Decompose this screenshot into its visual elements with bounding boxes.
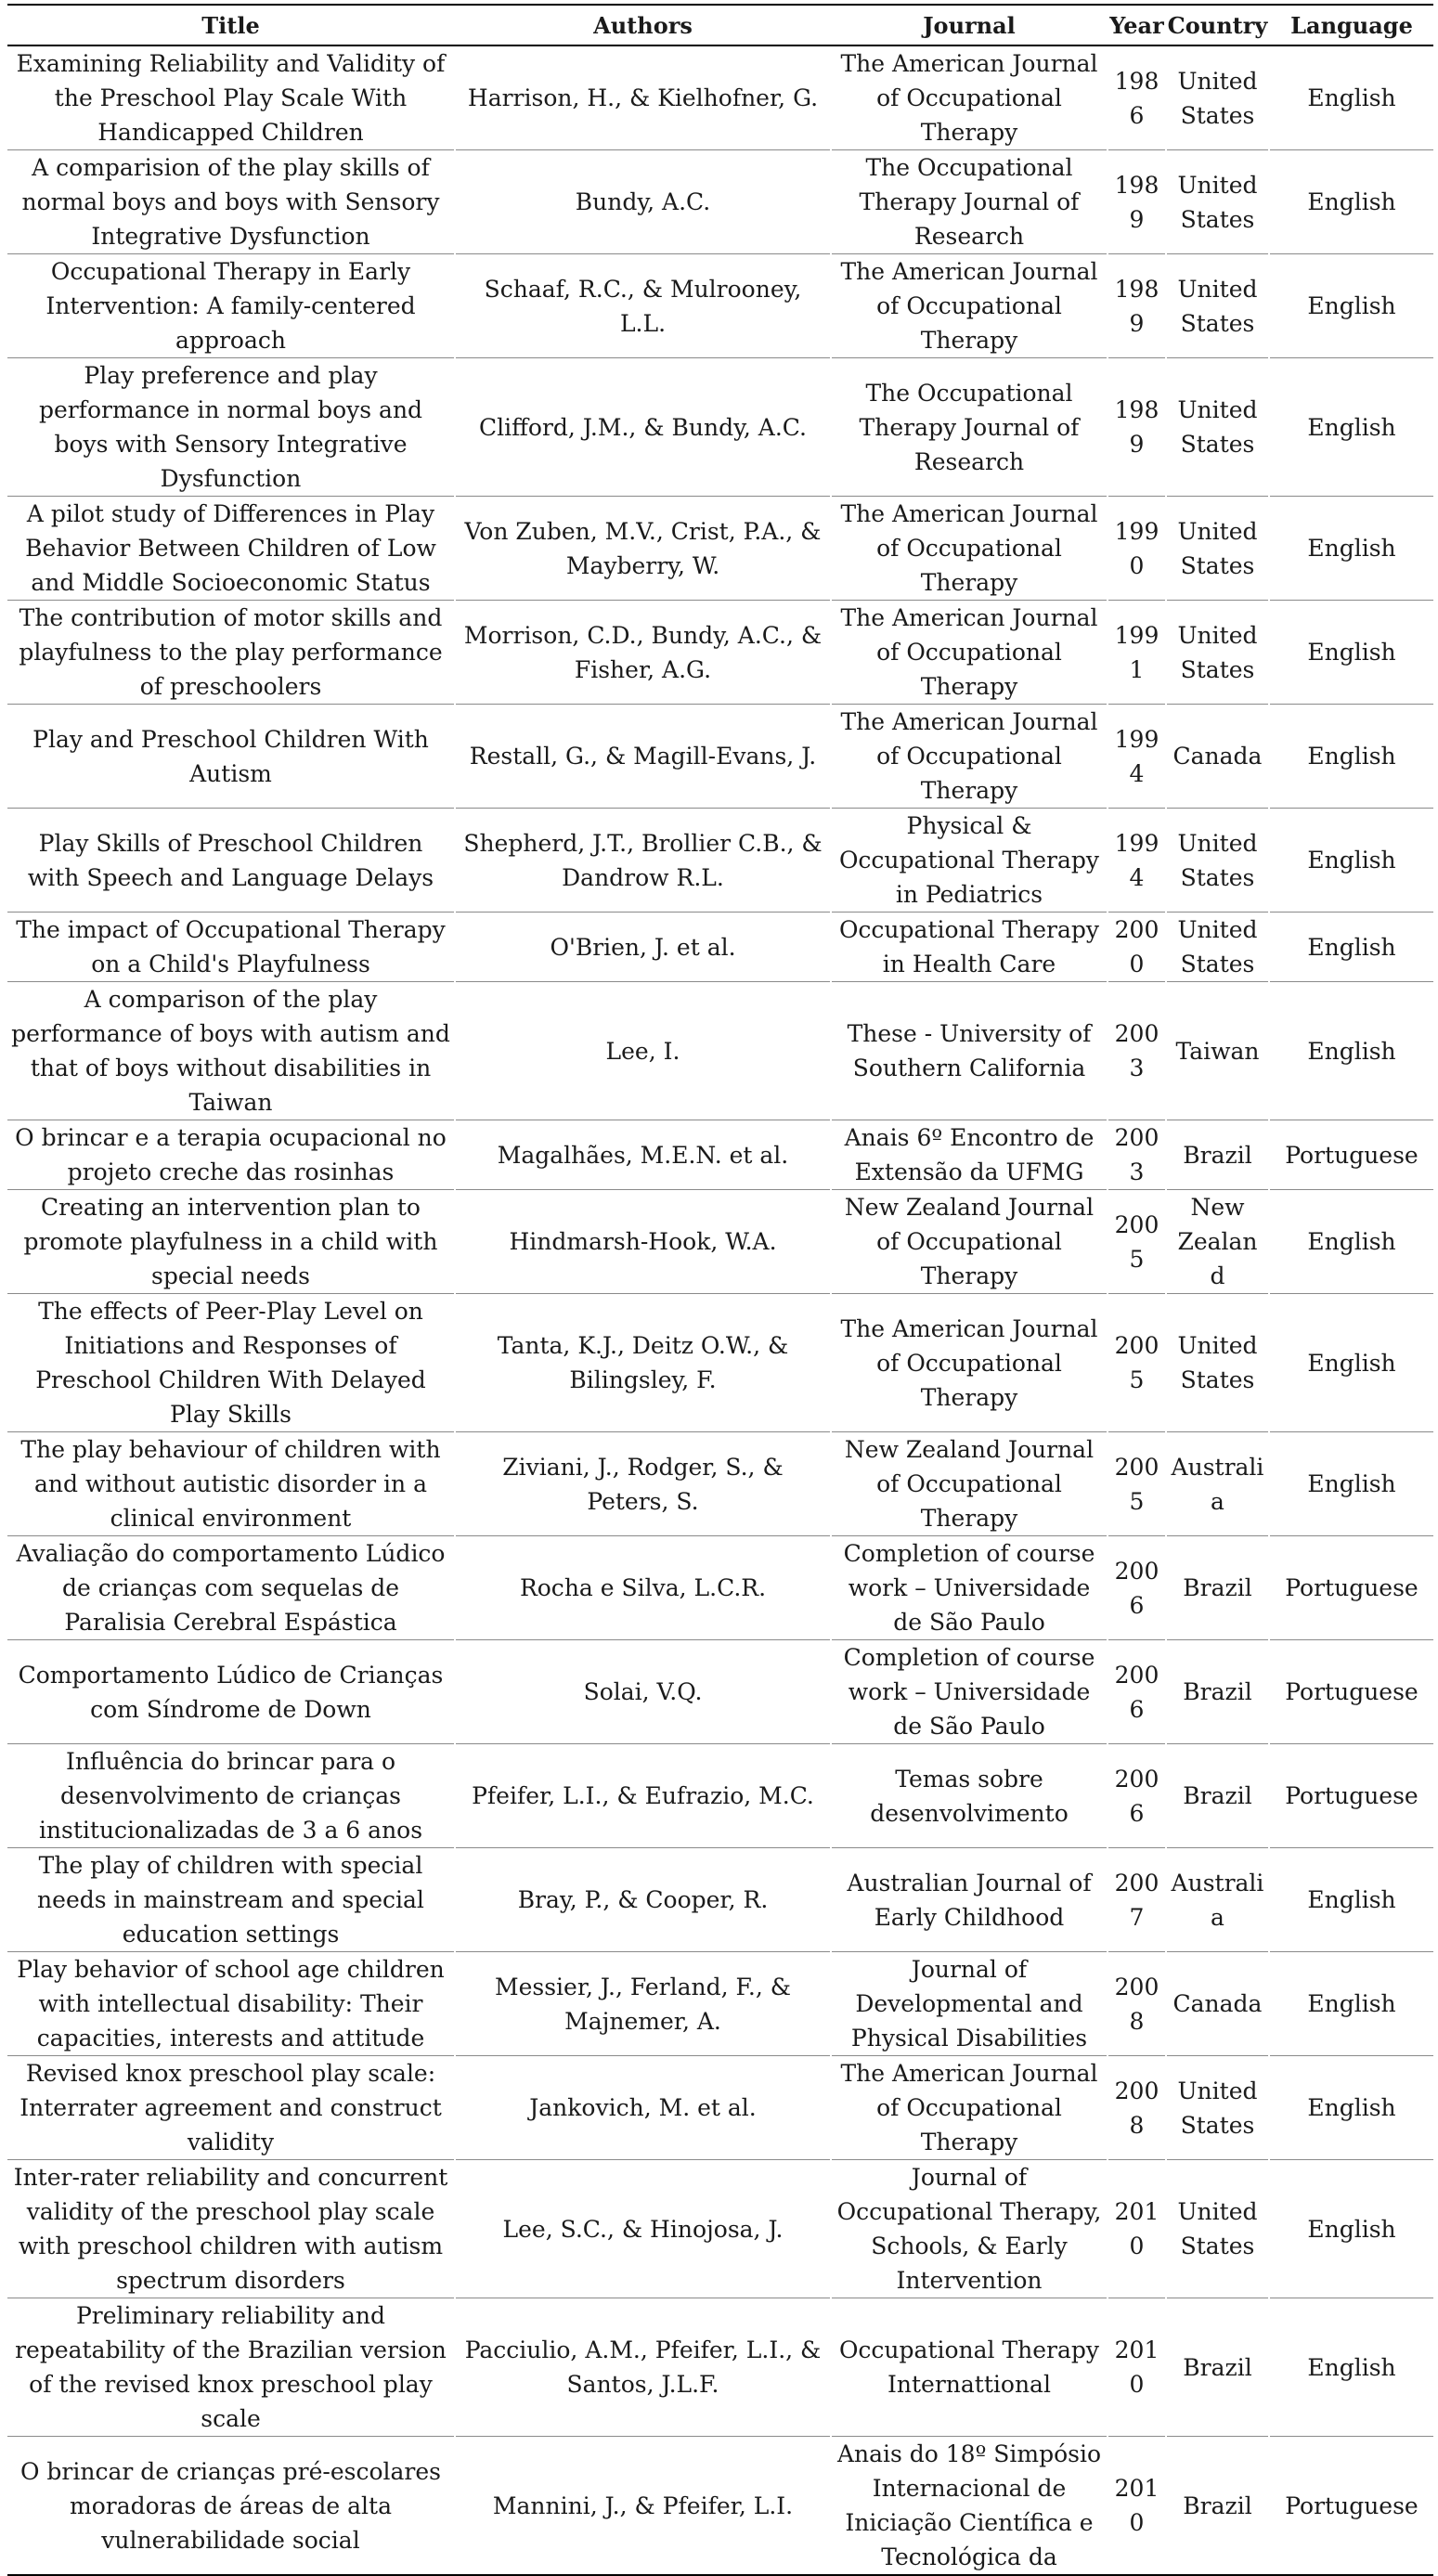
cell-language: English [1269,705,1433,809]
cell-authors: Jankovich, M. et al. [455,2056,831,2160]
cell-language: English [1269,254,1433,358]
cell-language: Portuguese [1269,1640,1433,1744]
cell-journal: Completion of course work – Universidade de São Paulo [831,1536,1108,1640]
cell-year: 1989 [1108,150,1166,254]
cell-title: A pilot study of Differences in Play Behavior Between Children of Low and Middle Socioeconomic Status [7,497,455,601]
cell-year: 2000 [1108,913,1166,982]
cell-title: O brincar e a terapia ocupacional no projeto creche das rosinhas [7,1120,455,1190]
cell-language: Portuguese [1269,2437,1433,2576]
cell-authors: Rocha e Silva, L.C.R. [455,1536,831,1640]
table-row [7,358,1433,497]
references-table-container [7,4,1433,2576]
cell-year: 2010 [1108,2160,1166,2298]
cell-country: Brazil [1166,1536,1269,1640]
cell-country: New Zealand [1166,1190,1269,1294]
cell-title: Avaliação do comportamento Lúdico de crianças com sequelas de Paralisia Cerebral Espástica [7,1536,455,1640]
cell-language: English [1269,1848,1433,1952]
cell-language: English [1269,497,1433,601]
cell-authors: Pfeifer, L.I., & Eufrazio, M.C. [455,1744,831,1848]
cell-country: United States [1166,45,1269,150]
cell-year: 1991 [1108,601,1166,705]
cell-language: English [1269,150,1433,254]
cell-authors: Hindmarsh-Hook, W.A. [455,1190,831,1294]
header-language: Language [1269,5,1433,45]
cell-title: The contribution of motor skills and playfulness to the play performance of preschoolers [7,601,455,705]
cell-journal: Anais do 18º Simpósio Internacional de Iniciação Científica e Tecnológica da [831,2437,1108,2576]
table-row [7,150,1433,254]
cell-title: Occupational Therapy in Early Intervention: A family-centered approach [7,254,455,358]
cell-journal: New Zealand Journal of Occupational Therapy [831,1432,1108,1536]
cell-journal: These - University of Southern California [831,982,1108,1120]
cell-country: Australia [1166,1848,1269,1952]
cell-authors: Magalhães, M.E.N. et al. [455,1120,831,1190]
cell-authors: Clifford, J.M., & Bundy, A.C. [455,358,831,497]
cell-year: 1990 [1108,497,1166,601]
cell-language: English [1269,1294,1433,1432]
cell-title: Revised knox preschool play scale: Interrater agreement and construct validity [7,2056,455,2160]
cell-journal: Anais 6º Encontro de Extensão da UFMG [831,1120,1108,1190]
cell-authors: Lee, I. [455,982,831,1120]
cell-language: English [1269,358,1433,497]
table-row [7,1190,1433,1294]
cell-language: English [1269,982,1433,1120]
cell-title: Examining Reliability and Validity of the Preschool Play Scale With Handicapped Children [7,45,455,150]
cell-year: 2010 [1108,2437,1166,2576]
cell-title: O brincar de crianças pré-escolares moradoras de áreas de alta vulnerabilidade social [7,2437,455,2576]
cell-authors: Lee, S.C., & Hinojosa, J. [455,2160,831,2298]
cell-journal: Journal of Developmental and Physical Disabilities [831,1952,1108,2056]
table-row [7,1640,1433,1744]
cell-journal: Temas sobre desenvolvimento [831,1744,1108,1848]
table-row [7,1120,1433,1190]
cell-authors: Von Zuben, M.V., Crist, P.A., & Mayberry, W. [455,497,831,601]
header-year: Year [1108,5,1166,45]
cell-country: Taiwan [1166,982,1269,1120]
cell-authors: Restall, G., & Magill-Evans, J. [455,705,831,809]
cell-journal: The American Journal of Occupational Therapy [831,1294,1108,1432]
cell-year: 1986 [1108,45,1166,150]
cell-language: English [1269,809,1433,913]
cell-year: 2005 [1108,1432,1166,1536]
cell-journal: The Occupational Therapy Journal of Research [831,358,1108,497]
cell-journal: The American Journal of Occupational Therapy [831,2056,1108,2160]
cell-authors: Messier, J., Ferland, F., & Majnemer, A. [455,1952,831,2056]
header-journal: Journal [831,5,1108,45]
cell-journal: The American Journal of Occupational Therapy [831,45,1108,150]
cell-country: Canada [1166,705,1269,809]
cell-year: 2008 [1108,1952,1166,2056]
cell-country: Brazil [1166,1744,1269,1848]
cell-year: 2007 [1108,1848,1166,1952]
table-row [7,2298,1433,2437]
cell-title: A comparison of the play performance of boys with autism and that of boys without disabilities in Taiwan [7,982,455,1120]
cell-year: 1994 [1108,705,1166,809]
cell-year: 2008 [1108,2056,1166,2160]
header-title: Title [7,5,455,45]
cell-title: Play and Preschool Children With Autism [7,705,455,809]
cell-country: Brazil [1166,2298,1269,2437]
cell-country: United States [1166,601,1269,705]
cell-country: Brazil [1166,2437,1269,2576]
table-row [7,2056,1433,2160]
cell-title: Inter-rater reliability and concurrent validity of the preschool play scale with preschool children with autism spectrum disorders [7,2160,455,2298]
cell-authors: Harrison, H., & Kielhofner, G. [455,45,831,150]
cell-language: English [1269,2056,1433,2160]
cell-language: English [1269,601,1433,705]
cell-language: English [1269,45,1433,150]
cell-title: The play of children with special needs in mainstream and special education settings [7,1848,455,1952]
cell-journal: The American Journal of Occupational Therapy [831,705,1108,809]
cell-year: 1989 [1108,358,1166,497]
table-row [7,1294,1433,1432]
cell-language: Portuguese [1269,1744,1433,1848]
cell-country: Brazil [1166,1120,1269,1190]
cell-country: United States [1166,150,1269,254]
table-row [7,1744,1433,1848]
cell-language: English [1269,2298,1433,2437]
cell-title: A comparision of the play skills of normal boys and boys with Sensory Integrative Dysfunction [7,150,455,254]
cell-title: Comportamento Lúdico de Crianças com Síndrome de Down [7,1640,455,1744]
table-row [7,497,1433,601]
table-row [7,601,1433,705]
cell-journal: Occupational Therapy in Health Care [831,913,1108,982]
cell-year: 2005 [1108,1190,1166,1294]
table-row [7,982,1433,1120]
table-row [7,1536,1433,1640]
cell-authors: O'Brien, J. et al. [455,913,831,982]
table-row [7,1432,1433,1536]
cell-journal: The Occupational Therapy Journal of Research [831,150,1108,254]
cell-language: English [1269,2160,1433,2298]
cell-authors: Shepherd, J.T., Brollier C.B., & Dandrow R.L. [455,809,831,913]
header-row [7,5,1433,45]
cell-country: United States [1166,913,1269,982]
table-body [7,45,1433,2575]
cell-journal: Occupational Therapy Internattional [831,2298,1108,2437]
cell-title: Play preference and play performance in normal boys and boys with Sensory Integrative Dysfunction [7,358,455,497]
cell-country: Australia [1166,1432,1269,1536]
table-row [7,254,1433,358]
cell-authors: Solai, V.Q. [455,1640,831,1744]
cell-country: United States [1166,1294,1269,1432]
cell-language: English [1269,913,1433,982]
cell-country: United States [1166,254,1269,358]
cell-language: Portuguese [1269,1120,1433,1190]
cell-year: 2006 [1108,1640,1166,1744]
cell-journal: Journal of Occupational Therapy, Schools, & Early Intervention [831,2160,1108,2298]
cell-journal: Physical & Occupational Therapy in Pediatrics [831,809,1108,913]
cell-journal: The American Journal of Occupational Therapy [831,601,1108,705]
cell-title: The effects of Peer-Play Level on Initiations and Responses of Preschool Children With Delayed Play Skills [7,1294,455,1432]
cell-authors: Mannini, J., & Pfeifer, L.I. [455,2437,831,2576]
cell-year: 2010 [1108,2298,1166,2437]
cell-journal: Australian Journal of Early Childhood [831,1848,1108,1952]
cell-authors: Morrison, C.D., Bundy, A.C., & Fisher, A.G. [455,601,831,705]
cell-language: Portuguese [1269,1536,1433,1640]
table-row [7,2437,1433,2576]
header-country: Country [1166,5,1269,45]
cell-language: English [1269,1190,1433,1294]
cell-year: 2006 [1108,1744,1166,1848]
cell-country: United States [1166,2160,1269,2298]
cell-year: 2003 [1108,982,1166,1120]
cell-authors: Ziviani, J., Rodger, S., & Peters, S. [455,1432,831,1536]
cell-country: United States [1166,497,1269,601]
cell-title: Preliminary reliability and repeatability of the Brazilian version of the revised knox preschool play scale [7,2298,455,2437]
cell-title: The impact of Occupational Therapy on a Child's Playfulness [7,913,455,982]
cell-title: Play Skills of Preschool Children with Speech and Language Delays [7,809,455,913]
table-row [7,913,1433,982]
cell-year: 1989 [1108,254,1166,358]
cell-authors: Tanta, K.J., Deitz O.W., & Bilingsley, F. [455,1294,831,1432]
cell-journal: The American Journal of Occupational Therapy [831,497,1108,601]
table-row [7,1848,1433,1952]
table-row [7,2160,1433,2298]
cell-country: United States [1166,809,1269,913]
cell-country: United States [1166,2056,1269,2160]
cell-language: English [1269,1432,1433,1536]
cell-title: Play behavior of school age children with intellectual disability: Their capacities, interests and attitude [7,1952,455,2056]
cell-journal: Completion of course work – Universidade de São Paulo [831,1640,1108,1744]
cell-authors: Schaaf, R.C., & Mulrooney, L.L. [455,254,831,358]
cell-country: Canada [1166,1952,1269,2056]
table-row [7,45,1433,150]
cell-year: 1994 [1108,809,1166,913]
table-row [7,809,1433,913]
cell-title: The play behaviour of children with and without autistic disorder in a clinical environment [7,1432,455,1536]
cell-journal: New Zealand Journal of Occupational Therapy [831,1190,1108,1294]
cell-country: Brazil [1166,1640,1269,1744]
cell-year: 2005 [1108,1294,1166,1432]
cell-title: Creating an intervention plan to promote playfulness in a child with special needs [7,1190,455,1294]
cell-authors: Bundy, A.C. [455,150,831,254]
header-authors: Authors [455,5,831,45]
cell-language: English [1269,1952,1433,2056]
references-table [7,4,1433,2576]
cell-country: United States [1166,358,1269,497]
cell-journal: The American Journal of Occupational Therapy [831,254,1108,358]
table-header [7,5,1433,45]
table-row [7,1952,1433,2056]
table-row [7,705,1433,809]
cell-authors: Pacciulio, A.M., Pfeifer, L.I., & Santos, J.L.F. [455,2298,831,2437]
cell-year: 2006 [1108,1536,1166,1640]
cell-year: 2003 [1108,1120,1166,1190]
cell-authors: Bray, P., & Cooper, R. [455,1848,831,1952]
cell-title: Influência do brincar para o desenvolvimento de crianças institucionalizadas de 3 a 6 anos [7,1744,455,1848]
